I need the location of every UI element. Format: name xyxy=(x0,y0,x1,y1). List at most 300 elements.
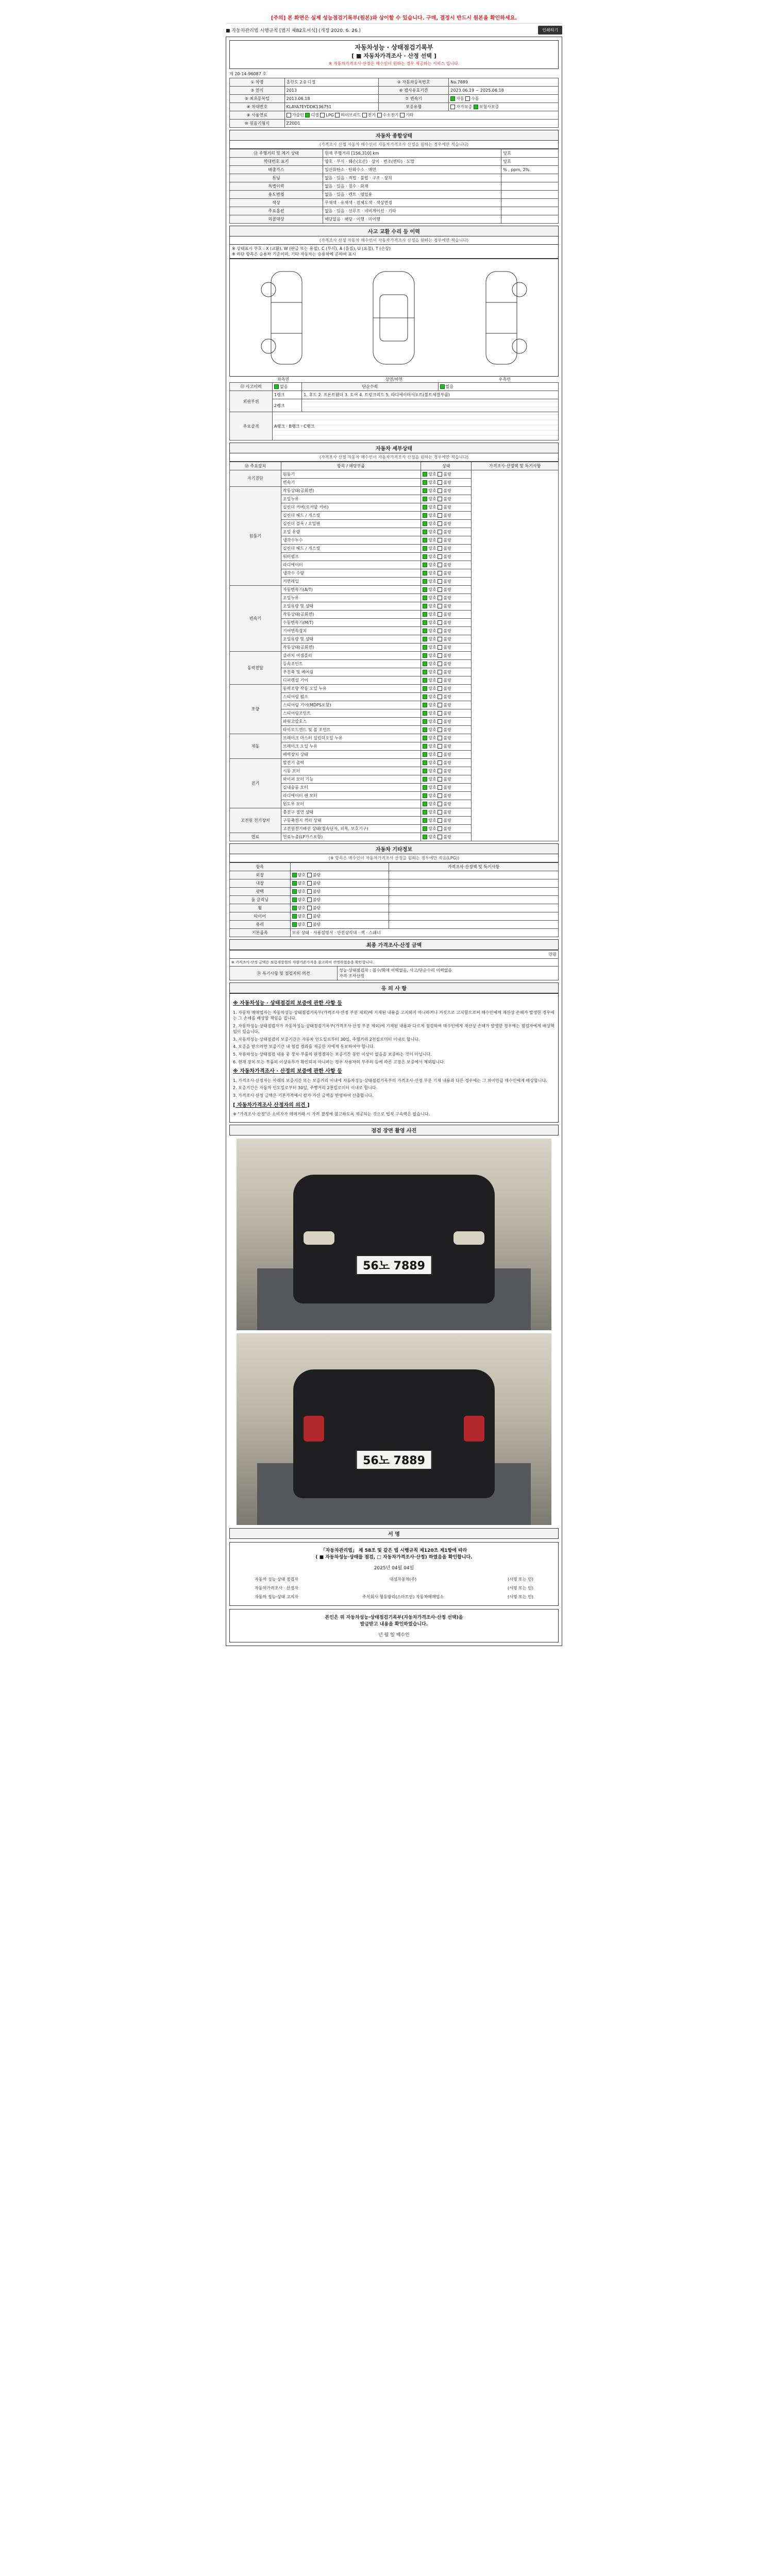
checkbox-icon xyxy=(292,914,297,919)
device-item: 라디에이터 팬 모터 xyxy=(281,792,421,800)
checkbox-icon xyxy=(438,826,442,831)
checkbox-icon xyxy=(438,571,442,575)
checkbox-icon xyxy=(423,711,427,716)
row-label: 특별이력 xyxy=(230,182,323,191)
device-item: 커먼레일 xyxy=(281,578,421,586)
notes-paragraph: 5. 자동차성능·상태점검 내용 중 장치·부품의 판정결과는 보증기간 동안 이상이 없음을 보증하는 것이 아닙니다. xyxy=(233,1052,432,1057)
status-bad: 불량 xyxy=(443,521,451,526)
device-status xyxy=(421,668,472,676)
checkbox-icon xyxy=(438,497,442,501)
diagram-label: 좌측면 xyxy=(277,377,290,382)
device-status xyxy=(421,817,472,825)
etc-item: 내장 xyxy=(230,879,291,888)
notes-paragraph: 4. 보증을 받으려면 보증기간 내 점검 결과를 제공한 자에게 통보하여야 합니다. xyxy=(233,1044,375,1049)
car-name-label: ① 차명 xyxy=(230,78,285,87)
status-ok: 양호 xyxy=(428,678,436,683)
row-value: 없음 · 있음 · 렌트 · 영업용 xyxy=(323,191,501,199)
table-row xyxy=(230,383,559,391)
confirmation-line: 년 월 일 매수인 xyxy=(378,1632,410,1638)
etc-status xyxy=(290,879,389,888)
checkbox-icon xyxy=(438,637,442,641)
year-label: ③ 연식 xyxy=(230,87,285,95)
device-item: 오일 유량 xyxy=(281,528,421,536)
etc-status xyxy=(290,921,389,929)
checkbox-icon xyxy=(292,873,297,877)
checkbox-icon xyxy=(423,596,427,600)
status-ok: 양호 xyxy=(428,546,436,551)
etc-status xyxy=(290,871,389,879)
checkbox-icon xyxy=(438,744,442,749)
table-row xyxy=(230,470,559,479)
checkbox-icon xyxy=(465,96,470,101)
checkbox-icon xyxy=(423,521,427,526)
device-status xyxy=(421,470,472,479)
status-bad: 불량 xyxy=(443,513,451,518)
status-bad: 불량 xyxy=(443,571,451,575)
regulation-label: ■ 자동차관리법 시행규칙 [별지 제82호서식] (개정 2020. 6. 26.) xyxy=(226,28,361,33)
remarks-label: ⑭ 특기사항 및 점검자의 의견 xyxy=(230,967,338,980)
row-value: 현재 주행거리 [156,310] km xyxy=(323,149,501,158)
fuel-option: LPG xyxy=(326,113,334,117)
checkbox-icon xyxy=(423,612,427,617)
device-group: 원동기 xyxy=(230,487,281,586)
taillight-right xyxy=(464,1416,484,1442)
status-ok: 양호 xyxy=(428,752,436,757)
device-status xyxy=(421,553,472,561)
device-status xyxy=(421,759,472,767)
notes-list xyxy=(233,1078,555,1099)
device-status xyxy=(421,503,472,512)
status-ok: 양호 xyxy=(428,744,436,749)
report-document xyxy=(226,37,562,1646)
notes-paragraph: 3. 가격조사·산정 금액은 기본가격에서 감가·가산 금액을 반영하여 산출합니다. xyxy=(233,1093,374,1098)
status-bad: 불량 xyxy=(443,736,451,740)
device-status xyxy=(421,784,472,792)
device-status xyxy=(421,569,472,578)
status-ok: 양호 xyxy=(428,637,436,641)
checkbox-icon xyxy=(423,818,427,823)
fuel-label: ⑧ 사용연료 xyxy=(230,111,285,120)
checkbox-icon xyxy=(423,802,427,806)
status-ok: 양호 xyxy=(297,906,306,910)
car-left-side-diagram xyxy=(248,266,325,369)
status-ok: 양호 xyxy=(297,873,306,877)
etc-notes xyxy=(389,896,558,904)
fuel-option: 기타 xyxy=(406,113,414,117)
headlight-left xyxy=(304,1231,334,1245)
status-bad: 불량 xyxy=(312,906,321,910)
checkbox-icon xyxy=(438,769,442,773)
checkbox-icon xyxy=(438,662,442,666)
repair-value xyxy=(438,383,558,391)
etc-status xyxy=(290,904,389,912)
signer-sign: (서명 또는 인) xyxy=(508,1577,533,1582)
device-group: 고전원 전기장치 xyxy=(230,808,281,833)
checkbox-icon xyxy=(307,914,312,919)
status-bad: 불량 xyxy=(443,563,451,567)
etc-status xyxy=(290,912,389,921)
confirmation-line: 발급받고 내용을 확인하였습니다. xyxy=(360,1621,428,1627)
row-value: 없음 · 있음 · 선루프 · 네비게이션 · 기타 xyxy=(323,207,501,215)
status-ok: 양호 xyxy=(428,662,436,666)
status-bad: 불량 xyxy=(443,538,451,543)
status-bad: 불량 xyxy=(443,587,451,592)
device-item: 라디에이터 xyxy=(281,561,421,569)
checkbox-icon xyxy=(423,793,427,798)
report-subtitle: [ ■ 자동차가격조사 · 산정 선택 ] xyxy=(351,53,436,59)
device-group: 연료 xyxy=(230,833,281,841)
status-ok: 양호 xyxy=(428,670,436,674)
status-bad: 불량 xyxy=(312,914,321,919)
report-caption: ※ 자동차가격조사·산정은 매수인이 원하는 경우 제공하는 서비스 입니다. xyxy=(328,61,460,66)
status-bad: 불량 xyxy=(443,744,451,749)
status-ok: 양호 xyxy=(428,521,436,526)
status-ok: 양호 xyxy=(428,571,436,575)
status-ok: 양호 xyxy=(428,554,436,559)
remarks-value xyxy=(338,967,559,980)
car-right-side-diagram xyxy=(463,266,540,369)
device-status xyxy=(421,767,472,775)
device-status xyxy=(421,487,472,495)
device-item: 타이로드엔드 및 볼 조인트 xyxy=(281,726,421,734)
device-status xyxy=(421,512,472,520)
damage-section-sub: (가격조사 산정 자동차 매수인이 자동차가격조사 산정을 원하는 경우에만 적습니다) xyxy=(229,236,559,245)
checkbox-icon xyxy=(438,810,442,815)
detail-table xyxy=(229,462,559,841)
table-row xyxy=(230,158,559,166)
device-status xyxy=(421,734,472,742)
signer-name: 주식회사 형동방리(스마트인) 자동차매매업소 xyxy=(362,1594,444,1599)
validity-value: 2023.06.19 ~ 2025.06.18 xyxy=(449,87,559,95)
table-row xyxy=(230,412,559,440)
checkbox-icon xyxy=(423,620,427,625)
row-label: 튜닝 xyxy=(230,174,323,182)
etc-status xyxy=(290,896,389,904)
checkbox-icon xyxy=(423,670,427,674)
status-ok: 양호 xyxy=(297,914,306,919)
checkbox-icon xyxy=(423,579,427,584)
checkbox-icon xyxy=(423,538,427,543)
checkbox-icon xyxy=(438,472,442,477)
row-label: ⑪ 주행거리 및 계기 상태 xyxy=(230,149,323,158)
device-status xyxy=(421,586,472,594)
status-ok: 양호 xyxy=(297,922,306,927)
device-item: 워터펌프 xyxy=(281,553,421,561)
etc-section-head: 자동차 기타정보 xyxy=(229,843,559,854)
signer-role: 자동차가격조사 · 산정자 xyxy=(255,1585,298,1590)
status-ok: 양호 xyxy=(428,604,436,608)
status-bad: 불량 xyxy=(443,686,451,691)
device-item: 연료누출(LP가스포함) xyxy=(281,833,421,841)
device-status xyxy=(421,792,472,800)
checkbox-icon xyxy=(307,889,312,894)
device-status xyxy=(421,594,472,602)
column-header: 항목 xyxy=(230,863,291,871)
device-status xyxy=(421,833,472,841)
device-item: 냉각수 수량 xyxy=(281,569,421,578)
status-bad: 불량 xyxy=(443,777,451,782)
row-result xyxy=(501,199,559,207)
engine-value: Z20D1 xyxy=(284,120,558,128)
checkbox-icon xyxy=(305,113,310,117)
accident-status: 없음 xyxy=(279,384,288,389)
device-item: 오일유량 및 상태 xyxy=(281,635,421,643)
main-frame-label: 주요골격 xyxy=(230,412,273,440)
device-group: 자기진단 xyxy=(230,470,281,487)
etc-item: 유리 xyxy=(230,921,291,929)
signer-role: 자동차 성능·상태 고지자 xyxy=(255,1594,298,1599)
checkbox-icon xyxy=(423,563,427,567)
signer-role: 자동차 성능·상태 점검자 xyxy=(255,1577,298,1582)
report-title: 자동차성능 · 상태점검기록부 xyxy=(355,44,433,51)
etc-notes xyxy=(389,912,558,921)
etc-item: 외장 xyxy=(230,871,291,879)
row-value: 일산화탄소 · 탄화수소 · 매연 xyxy=(323,166,501,174)
checkbox-icon xyxy=(438,480,442,485)
device-item: 브레이크 마스터 실린더오일 누유 xyxy=(281,734,421,742)
license-plate: 56노 7889 xyxy=(356,1255,432,1275)
validity-label: ⑥ 검사유효기간 xyxy=(378,87,448,95)
signer-name: 대성자동차(주) xyxy=(389,1577,417,1582)
row-label: 주요옵션 xyxy=(230,207,323,215)
status-bad: 불량 xyxy=(312,897,321,902)
etc-status xyxy=(290,888,389,896)
status-ok: 양호 xyxy=(297,897,306,902)
license-plate: 56노 7889 xyxy=(356,1450,432,1470)
device-item: 오일누유 xyxy=(281,495,421,503)
checkbox-icon xyxy=(450,105,455,109)
device-item: 실내송풍 모터 xyxy=(281,784,421,792)
row-label: 리콜대상 xyxy=(230,215,323,224)
mileage-table xyxy=(229,149,559,224)
status-bad: 불량 xyxy=(443,546,451,551)
transmission-value: 자동 수동 xyxy=(449,95,559,103)
status-bad: 불량 xyxy=(443,835,451,839)
device-status xyxy=(421,652,472,660)
device-status xyxy=(421,635,472,643)
status-ok: 양호 xyxy=(428,703,436,707)
car-front-image xyxy=(293,1175,495,1303)
table-row xyxy=(230,951,559,959)
status-bad: 불량 xyxy=(443,637,451,641)
checkbox-icon xyxy=(438,645,442,650)
notes-paragraph: 2. 자동차성능·상태점검자가 자동차성능·상태점검기록부(가격조사·산정 부분 제외)에 기재된 내용과 다르게 점검하여 매수인에게 재산상 손해가 발생한 경우에는 점검자에게 배상책임이 있습니다. xyxy=(233,1023,554,1035)
status-bad: 불량 xyxy=(443,480,451,485)
checkbox-icon xyxy=(320,113,325,117)
checkbox-icon xyxy=(438,488,442,493)
status-ok: 양호 xyxy=(428,530,436,534)
mileage-section-sub: (가격조사 산정 자동차 매수인이 자동차가격조사 산정을 원하는 경우에만 적습니다) xyxy=(229,141,559,149)
checkbox-icon xyxy=(438,538,442,543)
status-ok: 양호 xyxy=(428,612,436,617)
etc-item: 광택 xyxy=(230,888,291,896)
device-status xyxy=(421,676,472,685)
status-ok: 양호 xyxy=(428,653,436,658)
car-top-diagram xyxy=(355,266,432,369)
device-status xyxy=(421,520,472,528)
device-item: 자동변속기(A/T) xyxy=(281,586,421,594)
checkbox-icon xyxy=(423,744,427,749)
checkbox-icon xyxy=(438,546,442,551)
device-item: 실린더 헤드 / 개스킷 xyxy=(281,545,421,553)
checkbox-icon xyxy=(438,505,442,510)
checkbox-icon xyxy=(423,785,427,790)
checkbox-icon xyxy=(423,571,427,575)
confirmation-line: 본인은 위 자동차성능·상태점검기록부(자동차가격조사·산정 선택)을 xyxy=(325,1615,463,1620)
device-item: 브레이크 오일 누유 xyxy=(281,742,421,751)
device-item: 와이퍼 모터 기능 xyxy=(281,775,421,784)
row-label: 용도변경 xyxy=(230,191,323,199)
main-frame-ranks: A랭크 · B랭크 · C랭크 xyxy=(274,423,315,429)
checkbox-icon xyxy=(438,530,442,534)
checkbox-icon xyxy=(438,818,442,823)
device-status xyxy=(421,561,472,569)
repair-status: 없음 xyxy=(445,384,454,389)
checkbox-icon xyxy=(362,113,367,117)
status-bad: 불량 xyxy=(312,881,321,886)
print-button[interactable]: 인쇄하기 xyxy=(538,26,562,35)
notes-paragraph: 3. 자동차성능·상태점검의 보증기간은 자동차 인도일로부터 30일, 주행거리 2천킬로미터 이내로 합니다. xyxy=(233,1037,420,1042)
notes-subheading: ※ 자동차가격조사 · 산정의 보증에 관한 사항 등 xyxy=(233,1069,342,1075)
checkbox-icon xyxy=(307,906,312,910)
row-value: 없음 · 있음 · 적법 · 불법 · 구조 · 장치 xyxy=(323,174,501,182)
device-item: 추진축 및 베어링 xyxy=(281,668,421,676)
fuel-option: 전기 xyxy=(367,113,376,117)
diagram-label: 우측면 xyxy=(498,377,511,382)
signer-sign: (서명 또는 인) xyxy=(508,1594,533,1599)
device-status xyxy=(421,742,472,751)
checkbox-icon xyxy=(440,384,445,389)
device-status xyxy=(421,495,472,503)
etc-item: 휠 xyxy=(230,904,291,912)
outer-items: 1. 후드 2. 프론트휀더 3. 도어 4. 트렁크리드 5. 라디에이터서포트(볼트체결부품) xyxy=(302,391,559,399)
checkbox-icon xyxy=(423,810,427,815)
status-bad: 불량 xyxy=(443,826,451,831)
device-item: 실린더 헤드 / 개스킷 xyxy=(281,512,421,520)
basic-info-table xyxy=(229,78,559,128)
outer-rank: 2랭크 xyxy=(272,399,301,412)
status-bad: 불량 xyxy=(443,694,451,699)
checkbox-icon xyxy=(438,835,442,839)
notes-body xyxy=(229,993,559,1123)
row-label: 색상 xyxy=(230,199,323,207)
checkbox-icon xyxy=(423,472,427,477)
device-status xyxy=(421,660,472,668)
device-item: 작동상태(공회전) xyxy=(281,487,421,495)
title-block xyxy=(229,40,559,69)
checkbox-icon xyxy=(423,480,427,485)
accident-label: ⑫ 사고이력 xyxy=(230,383,273,391)
status-bad: 불량 xyxy=(443,703,451,707)
basic-items-label: 기본품목 xyxy=(230,929,291,937)
device-status xyxy=(421,536,472,545)
device-item: 시동 모터 xyxy=(281,767,421,775)
checkbox-icon xyxy=(423,760,427,765)
notes-paragraph: ※ "가격조사·산정"은 소비자가 매매거래 시 가격 결정에 참고하도록 제공되는 것으로 법적 구속력은 없습니다. xyxy=(233,1112,430,1117)
checkbox-icon xyxy=(438,703,442,707)
accident-table xyxy=(229,382,559,440)
table-row xyxy=(230,215,559,224)
outer-rank: 1랭크 xyxy=(272,391,301,399)
status-bad: 불량 xyxy=(443,719,451,724)
row-result xyxy=(501,215,559,224)
checkbox-icon xyxy=(438,563,442,567)
basic-items-value: 보유 상태 · 사용설명서 · 안전삼각대 · 잭 · 스패너 xyxy=(290,929,558,937)
etc-item: 타이어 xyxy=(230,912,291,921)
device-status xyxy=(421,545,472,553)
disclaimer-notice: [주의] 본 화면은 실제 성능점검기록부(원본)와 상이할 수 있습니다. 구매, 결정시 반드시 원본을 확인하세요. xyxy=(226,11,562,24)
checkbox-icon xyxy=(438,579,442,584)
device-status xyxy=(421,685,472,693)
checkbox-icon xyxy=(423,769,427,773)
status-ok: 양호 xyxy=(428,497,436,501)
status-bad: 불량 xyxy=(443,629,451,633)
column-header: 상태 xyxy=(421,462,472,470)
checkbox-icon xyxy=(438,777,442,782)
row-result xyxy=(501,182,559,191)
checkbox-icon xyxy=(438,629,442,633)
table-row xyxy=(230,921,559,929)
checkbox-icon xyxy=(423,662,427,666)
checkbox-icon xyxy=(423,678,427,683)
device-item: 실린더 커버(로커암 커버) xyxy=(281,503,421,512)
status-bad: 불량 xyxy=(443,620,451,625)
diagram-caption-row xyxy=(229,377,559,382)
status-bad: 불량 xyxy=(443,612,451,617)
device-status xyxy=(421,775,472,784)
row-result xyxy=(501,191,559,199)
etc-section-sub: (※ 항목은 매수인이 자동차가격조사 산정을 원하는 경우에만 적음(LPG)) xyxy=(229,854,559,862)
car-name-value: 올란도 2.0 디젤 xyxy=(284,78,378,87)
checkbox-icon xyxy=(423,752,427,757)
checkbox-icon xyxy=(438,612,442,617)
checkbox-icon xyxy=(438,793,442,798)
reg-no-value: No.7889 xyxy=(449,78,559,87)
notes-head: 유 의 사 항 xyxy=(229,982,559,993)
device-item: 클러치 어셈블리 xyxy=(281,652,421,660)
first-reg-label: ⑤ 최초등록일 xyxy=(230,95,285,103)
status-bad: 불량 xyxy=(443,711,451,716)
status-bad: 불량 xyxy=(312,889,321,894)
status-ok: 양호 xyxy=(428,620,436,625)
checkbox-icon xyxy=(423,694,427,699)
status-ok: 양호 xyxy=(428,686,436,691)
warranty-value: 자가보증 보험사보증 xyxy=(449,103,559,111)
fuel-option: 가솔린 xyxy=(292,113,304,117)
column-header: 항목 / 해당부품 xyxy=(281,462,421,470)
status-bad: 불량 xyxy=(443,472,451,477)
row-value: 무채색 · 유채색 · 전체도색 · 색상변경 xyxy=(323,199,501,207)
status-ok: 양호 xyxy=(428,826,436,831)
device-item: 동력조향 작동 오일 누유 xyxy=(281,685,421,693)
year-value: 2013 xyxy=(284,87,378,95)
checkbox-icon xyxy=(438,802,442,806)
checkbox-icon xyxy=(400,113,405,117)
table-row xyxy=(230,399,559,412)
remarks-line: 성능·상태점검자 : 침수/화재 이력없음, 사고/단순수리 이력없음 xyxy=(339,968,452,973)
checkbox-icon xyxy=(423,587,427,592)
table-row xyxy=(230,912,559,921)
fuel-option: 수소전기 xyxy=(382,113,399,117)
detail-section-head: 자동차 세부상태 xyxy=(229,443,559,453)
status-ok: 양호 xyxy=(428,505,436,510)
status-bad: 불량 xyxy=(443,653,451,658)
fuel-option: 하이브리드 xyxy=(341,113,361,117)
checkbox-icon xyxy=(423,637,427,641)
signer-sign: (서명 또는 인) xyxy=(508,1585,533,1590)
status-ok: 양호 xyxy=(428,711,436,716)
status-ok: 양호 xyxy=(428,694,436,699)
